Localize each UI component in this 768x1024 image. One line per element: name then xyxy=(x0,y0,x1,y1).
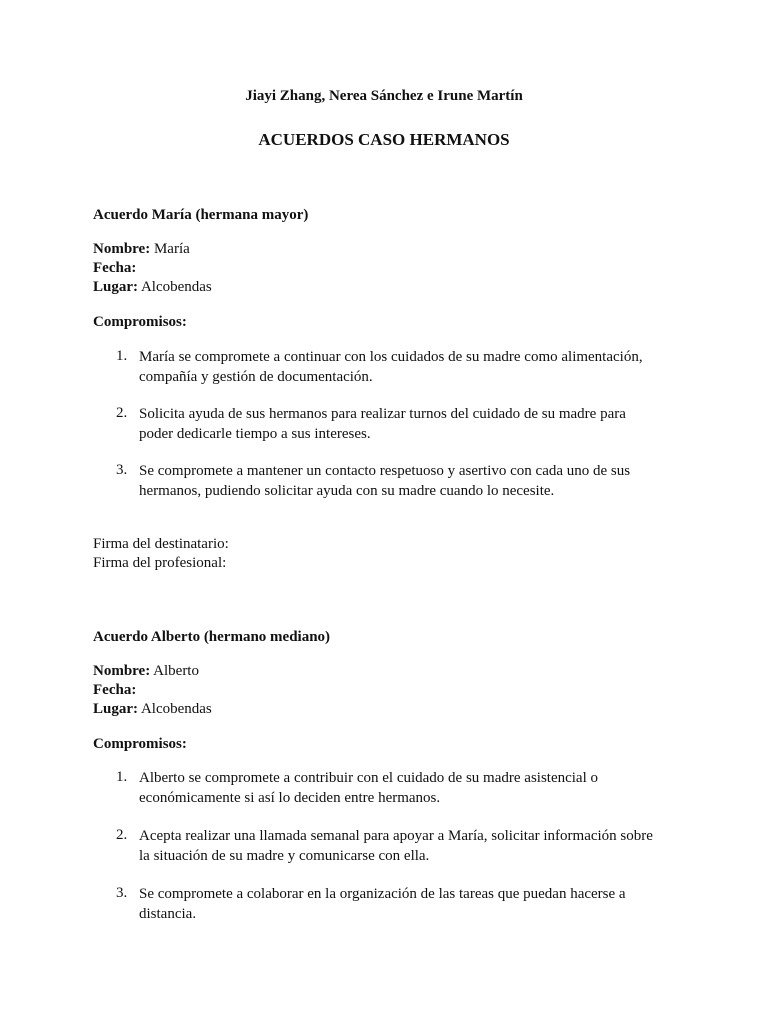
name-field xyxy=(93,662,199,681)
place-field xyxy=(93,278,212,297)
list-item-number: 1. xyxy=(116,348,128,364)
list-item-line: Alberto se compromete a contribuir con el cuidado de su madre asistencial o xyxy=(139,770,599,786)
signature-professional: Firma del profesional: xyxy=(93,555,227,571)
place-field xyxy=(93,700,212,719)
list-item xyxy=(139,347,679,387)
list-item-line: hermanos, pudiendo solicitar ayuda con su madre cuando lo necesite. xyxy=(139,483,555,499)
name-field xyxy=(93,240,190,259)
date-field xyxy=(93,259,136,278)
list-item-number: 3. xyxy=(116,462,128,478)
list-item-line: María se compromete a continuar con los cuidados de su madre como alimentación, xyxy=(139,349,643,365)
list-item-line: Se compromete a mantener un contacto respetuoso y asertivo con cada uno de sus xyxy=(139,463,631,479)
list-item-number: 2. xyxy=(116,827,128,843)
date-label: Fecha: xyxy=(93,682,137,698)
commitments-label: Compromisos: xyxy=(93,314,187,330)
authors-line: Jiayi Zhang, Nerea Sánchez e Irune Martín xyxy=(245,88,523,104)
agreement-heading-maria: Acuerdo María (hermana mayor) xyxy=(93,207,309,223)
list-item-line: poder dedicarle tiempo a sus intereses. xyxy=(139,426,371,442)
document-title: ACUERDOS CASO HERMANOS xyxy=(258,130,510,149)
list-item xyxy=(139,884,679,924)
list-item-line: compañía y gestión de documentación. xyxy=(139,369,373,385)
name-value: María xyxy=(153,241,190,257)
signature-recipient: Firma del destinatario: xyxy=(93,536,229,552)
list-item-number: 3. xyxy=(116,885,128,901)
list-item-number: 2. xyxy=(116,405,128,421)
agreement-heading-alberto: Acuerdo Alberto (hermano mediano) xyxy=(93,629,331,645)
date-field xyxy=(93,681,136,700)
name-label: Nombre: xyxy=(93,663,151,679)
list-item xyxy=(139,768,679,808)
list-item-line: Solicita ayuda de sus hermanos para realizar turnos del cuidado de su madre para xyxy=(139,406,626,422)
list-item-line: la situación de su madre y comunicarse con ella. xyxy=(139,848,430,864)
name-value: Alberto xyxy=(153,663,199,679)
name-label: Nombre: xyxy=(93,241,151,257)
place-label: Lugar: xyxy=(93,279,138,295)
date-label: Fecha: xyxy=(93,260,137,276)
place-value: Alcobendas xyxy=(140,279,212,295)
list-item-line: Acepta realizar una llamada semanal para apoyar a María, solicitar información sobre xyxy=(139,828,653,844)
list-item-line: distancia. xyxy=(139,906,197,922)
list-item xyxy=(139,404,679,444)
list-item-line: Se compromete a colaborar en la organización de las tareas que puedan hacerse a xyxy=(139,886,626,902)
place-value: Alcobendas xyxy=(140,701,212,717)
place-label: Lugar: xyxy=(93,701,138,717)
list-item-line: económicamente si así lo deciden entre hermanos. xyxy=(139,790,441,806)
list-item xyxy=(139,826,679,866)
list-item xyxy=(139,461,679,501)
list-item-number: 1. xyxy=(116,769,128,785)
commitments-label: Compromisos: xyxy=(93,736,187,752)
